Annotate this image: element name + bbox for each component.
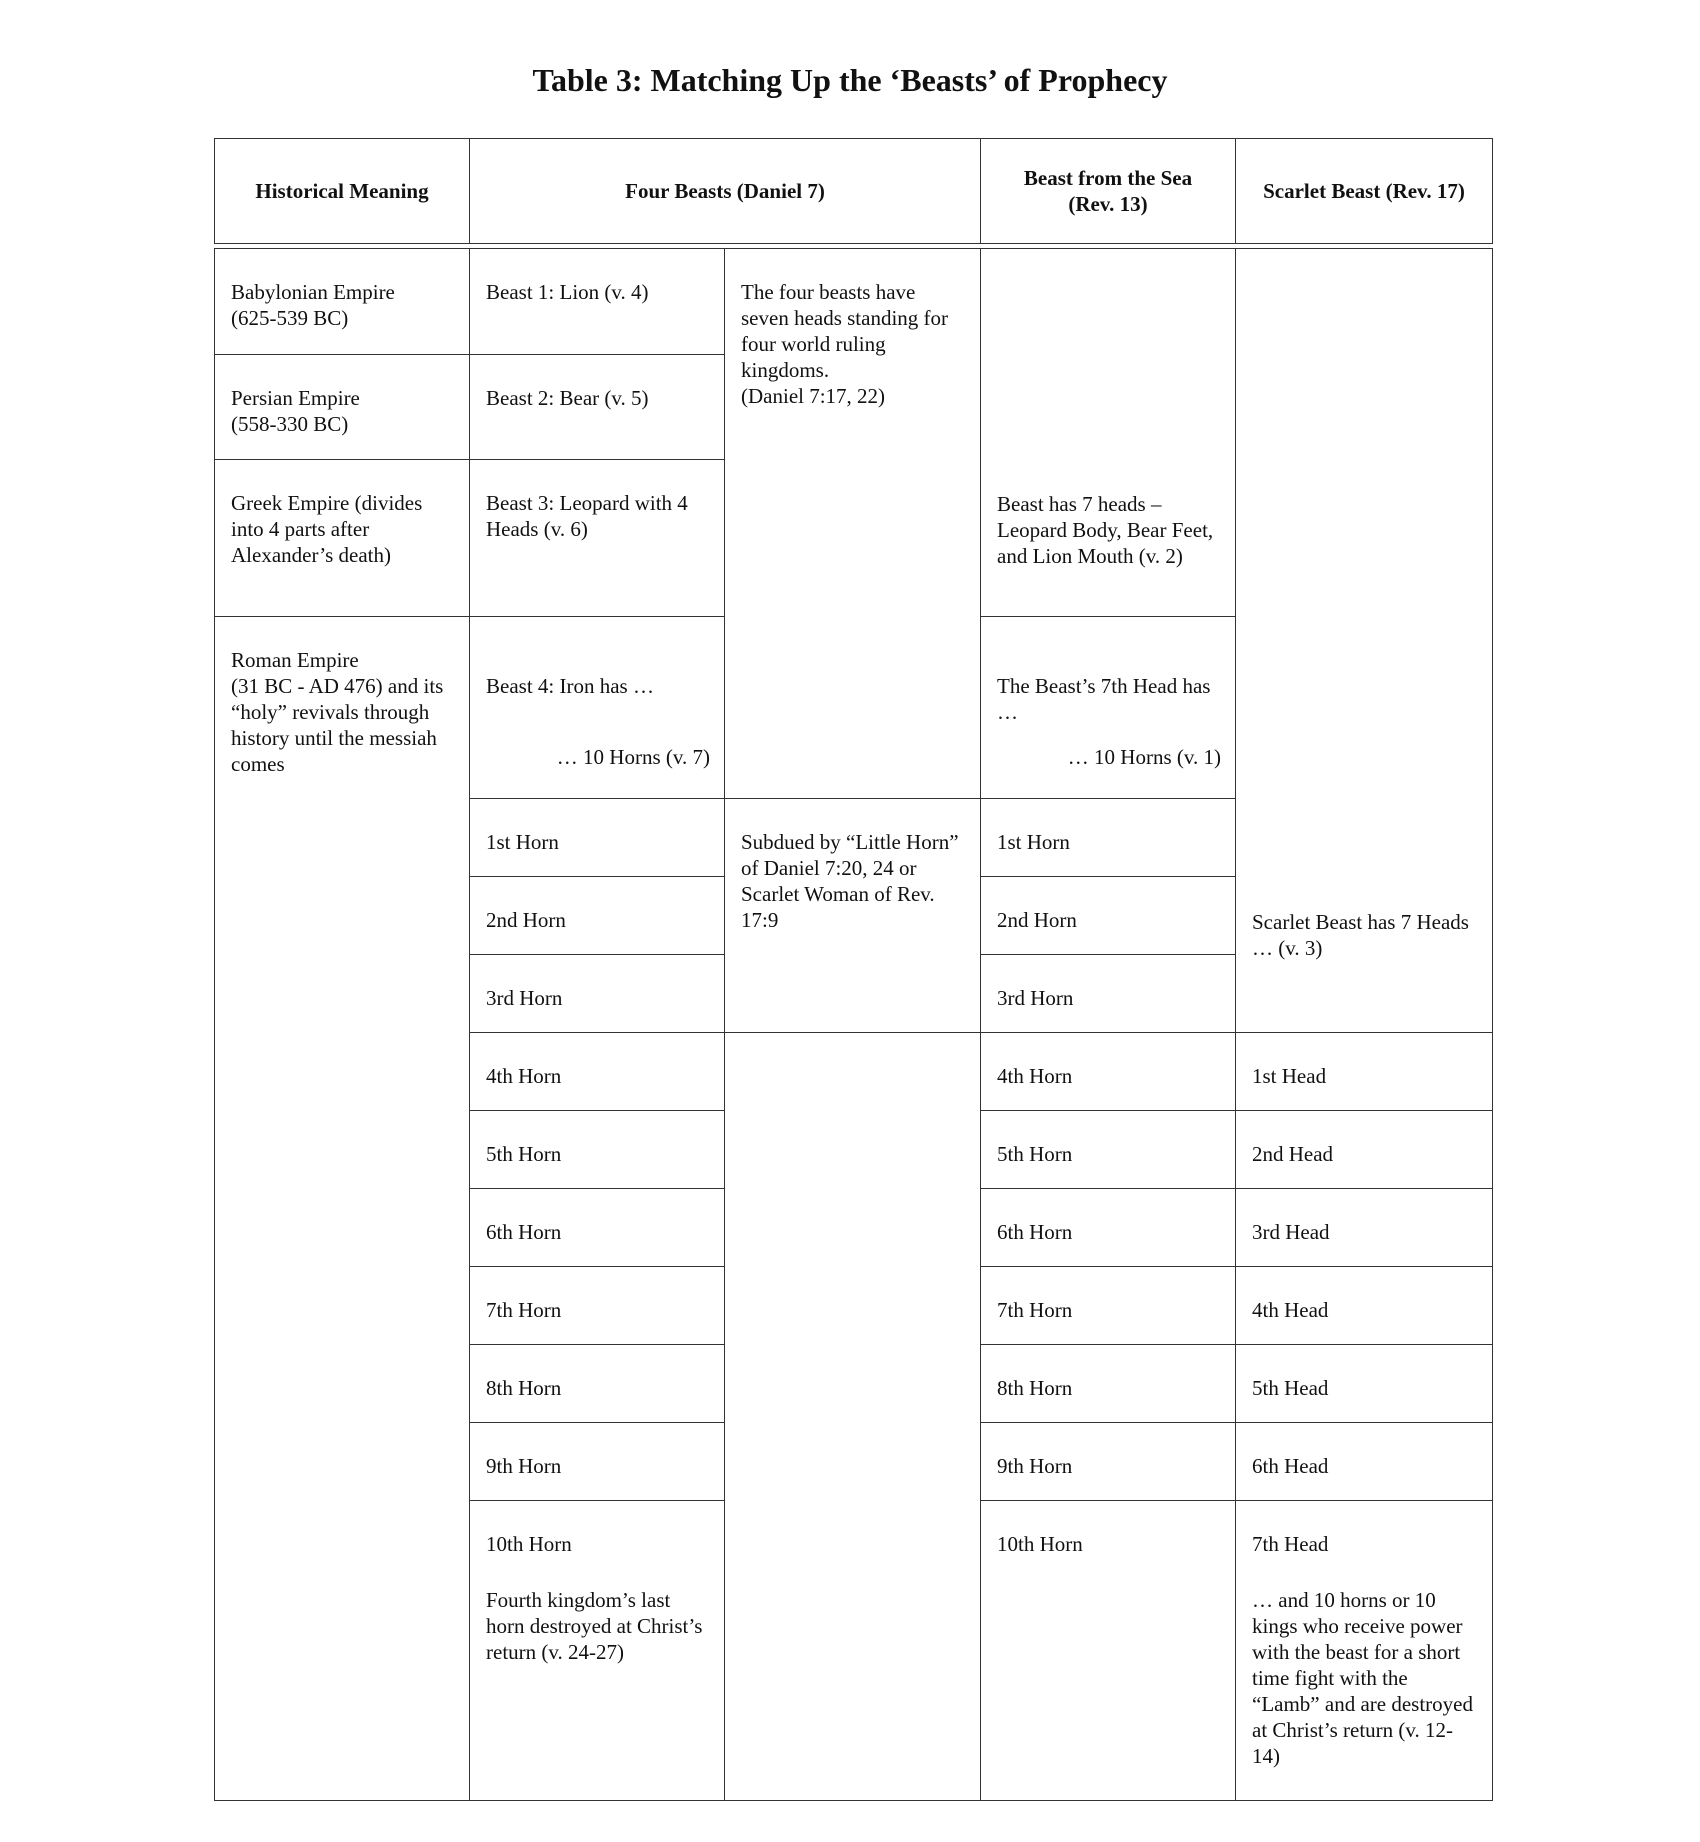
daniel-horn-2: 2nd Horn — [469, 876, 725, 955]
header-four-beasts-label: Four Beasts (Daniel 7) — [625, 179, 825, 203]
sea-horn-5: 5th Horn — [980, 1110, 1236, 1189]
historical-babylon: Babylonian Empire (625-539 BC) — [214, 248, 470, 355]
daniel-horn-3: 3rd Horn — [469, 954, 725, 1033]
sea-beast-seven-heads — [980, 248, 1236, 617]
daniel-last-horn-note: Fourth kingdom’s last horn destroyed at Christ’s return (v. 24-27) — [486, 1588, 703, 1664]
daniel-horn-7: 7th Horn — [469, 1266, 725, 1345]
daniel-horn-10 — [469, 1500, 725, 1801]
daniel-beast-2: Beast 2: Bear (v. 5) — [469, 354, 725, 460]
scarlet-ten-horns-note: … and 10 horns or 10 kings who receive power with the beast for a short time fight with the “Lamb” and are destroyed at Christ’s return (v. 12-14) — [1252, 1588, 1473, 1768]
page-title: Table 3: Matching Up the ‘Beasts’ of Prophecy — [532, 62, 1168, 98]
daniel-horn-10-label: 10th Horn — [486, 1532, 572, 1556]
scarlet-head-1: 1st Head — [1235, 1032, 1493, 1111]
scarlet-head-5: 5th Head — [1235, 1344, 1493, 1423]
sea-horn-4: 4th Horn — [980, 1032, 1236, 1111]
daniel-horn-5: 5th Horn — [469, 1110, 725, 1189]
daniel-horn-8: 8th Horn — [469, 1344, 725, 1423]
header-sea-beast — [980, 138, 1236, 244]
scarlet-head-2: 2nd Head — [1235, 1110, 1493, 1189]
little-horn-note: Subdued by “Little Horn” of Daniel 7:20, 24 or Scarlet Woman of Rev. 17:9 — [724, 798, 981, 1033]
header-scarlet-beast-label: Scarlet Beast (Rev. 17) — [1263, 179, 1465, 203]
scarlet-head-7-label: 7th Head — [1252, 1532, 1329, 1556]
header-historical-meaning-label: Historical Meaning — [255, 179, 429, 203]
sea-horn-8: 8th Horn — [980, 1344, 1236, 1423]
header-historical-meaning — [214, 138, 470, 244]
scarlet-head-6: 6th Head — [1235, 1422, 1493, 1501]
daniel-horn-4: 4th Horn — [469, 1032, 725, 1111]
sea-beast-seventh-head — [980, 616, 1236, 799]
historical-rome: Roman Empire (31 BC - AD 476) and its “holy” revivals through history until the messiah comes — [214, 616, 470, 1801]
scarlet-beast-seven-heads — [1235, 248, 1493, 1033]
sea-beast-seven-heads-text: Beast has 7 heads – Leopard Body, Bear Feet, and Lion Mouth (v. 2) — [997, 492, 1214, 568]
daniel-notes-empty — [724, 1032, 981, 1801]
daniel-beast-4-horns: … 10 Horns (v. 7) — [556, 745, 710, 769]
sea-horn-7: 7th Horn — [980, 1266, 1236, 1345]
daniel-horn-1: 1st Horn — [469, 798, 725, 877]
header-scarlet-beast — [1235, 138, 1493, 244]
sea-horn-6: 6th Horn — [980, 1188, 1236, 1267]
scarlet-head-7 — [1235, 1500, 1493, 1801]
scarlet-beast-seven-heads-text: Scarlet Beast has 7 Heads … (v. 3) — [1252, 910, 1469, 960]
sea-horn-3: 3rd Horn — [980, 954, 1236, 1033]
daniel-beast-4 — [469, 616, 725, 799]
scarlet-head-3: 3rd Head — [1235, 1188, 1493, 1267]
daniel-beast-4-top: Beast 4: Iron has … — [486, 674, 654, 698]
historical-persia: Persian Empire (558-330 BC) — [214, 354, 470, 460]
sea-horn-2: 2nd Horn — [980, 876, 1236, 955]
daniel-beast-1: Beast 1: Lion (v. 4) — [469, 248, 725, 355]
four-beasts-note: The four beasts have seven heads standing for four world ruling kingdoms. (Daniel 7:17, 22) — [724, 248, 981, 799]
sea-horn-1: 1st Horn — [980, 798, 1236, 877]
sea-horn-10: 10th Horn — [980, 1500, 1236, 1801]
historical-greece: Greek Empire (divides into 4 parts after Alexander’s death) — [214, 459, 470, 617]
header-four-beasts — [469, 138, 981, 244]
sea-horn-9: 9th Horn — [980, 1422, 1236, 1501]
header-sea-beast-label: Beast from the Sea (Rev. 13) — [1023, 166, 1193, 216]
daniel-beast-3: Beast 3: Leopard with 4 Heads (v. 6) — [469, 459, 725, 617]
sea-beast-seventh-head-top: The Beast’s 7th Head has … — [997, 674, 1211, 724]
daniel-horn-6: 6th Horn — [469, 1188, 725, 1267]
sea-beast-seventh-head-horns: … 10 Horns (v. 1) — [1067, 745, 1221, 769]
daniel-horn-9: 9th Horn — [469, 1422, 725, 1501]
scarlet-head-4: 4th Head — [1235, 1266, 1493, 1345]
